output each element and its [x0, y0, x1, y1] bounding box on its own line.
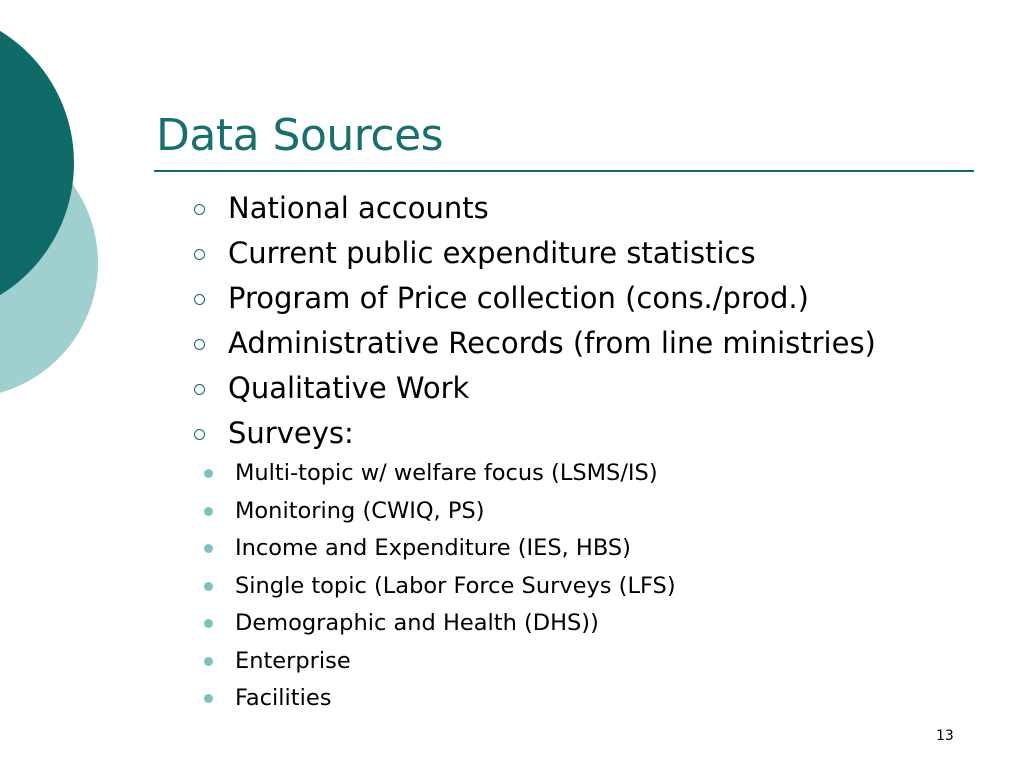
sub-bullet-text: Single topic (Labor Force Surveys (LFS)	[235, 572, 676, 599]
bullet-item	[190, 190, 970, 226]
bullet-text: Qualitative Work	[228, 371, 470, 405]
filled-dot-bullet-icon	[204, 544, 213, 553]
hollow-circle-bullet-icon	[194, 249, 205, 260]
bullet-text: Administrative Records (from line ministries)	[228, 326, 876, 360]
sub-bullet-text: Multi-topic w/ welfare focus (LSMS/IS)	[235, 460, 658, 486]
bullet-item	[190, 325, 970, 361]
bullet-item	[190, 280, 970, 316]
filled-dot-bullet-icon	[204, 507, 213, 516]
filled-dot-bullet-icon	[204, 582, 213, 591]
bullet-text: Program of Price collection (cons./prod.)	[228, 281, 809, 315]
bullet-item	[190, 235, 970, 271]
bullet-text: National accounts	[228, 191, 489, 225]
filled-dot-bullet-icon	[204, 469, 213, 478]
hollow-circle-bullet-icon	[194, 384, 205, 395]
bullet-text: Current public expenditure statistics	[228, 236, 756, 270]
hollow-circle-bullet-icon	[194, 294, 205, 305]
bullet-item	[190, 370, 970, 406]
hollow-circle-bullet-icon	[194, 429, 205, 440]
sub-bullet-item	[190, 455, 970, 493]
sub-bullet-item	[190, 530, 970, 568]
sub-bullet-item	[190, 493, 970, 531]
sub-bullet-item	[190, 643, 970, 681]
filled-dot-bullet-icon	[204, 694, 213, 703]
bullet-text: Surveys:	[228, 416, 354, 450]
filled-dot-bullet-icon	[204, 657, 213, 666]
sub-bullet-text: Income and Expenditure (IES, HBS)	[235, 535, 631, 561]
bullet-list	[190, 190, 970, 727]
sub-bullet-item	[190, 680, 970, 718]
sub-bullet-item	[190, 605, 970, 643]
bullet-item-surveys	[190, 415, 970, 718]
filled-dot-bullet-icon	[204, 619, 213, 628]
sub-bullet-text: Monitoring (CWIQ, PS)	[235, 497, 485, 524]
sub-bullet-text: Demographic and Health (DHS))	[235, 610, 599, 636]
sub-bullet-item	[190, 568, 970, 606]
sub-bullet-text: Facilities	[235, 685, 332, 711]
slide-title: Data Sources	[156, 110, 444, 161]
hollow-circle-bullet-icon	[194, 339, 205, 350]
hollow-circle-bullet-icon	[194, 204, 205, 215]
sub-bullet-list	[228, 455, 970, 718]
page-number: 13	[936, 728, 954, 744]
title-underline	[154, 170, 974, 172]
sub-bullet-text: Enterprise	[235, 647, 351, 674]
